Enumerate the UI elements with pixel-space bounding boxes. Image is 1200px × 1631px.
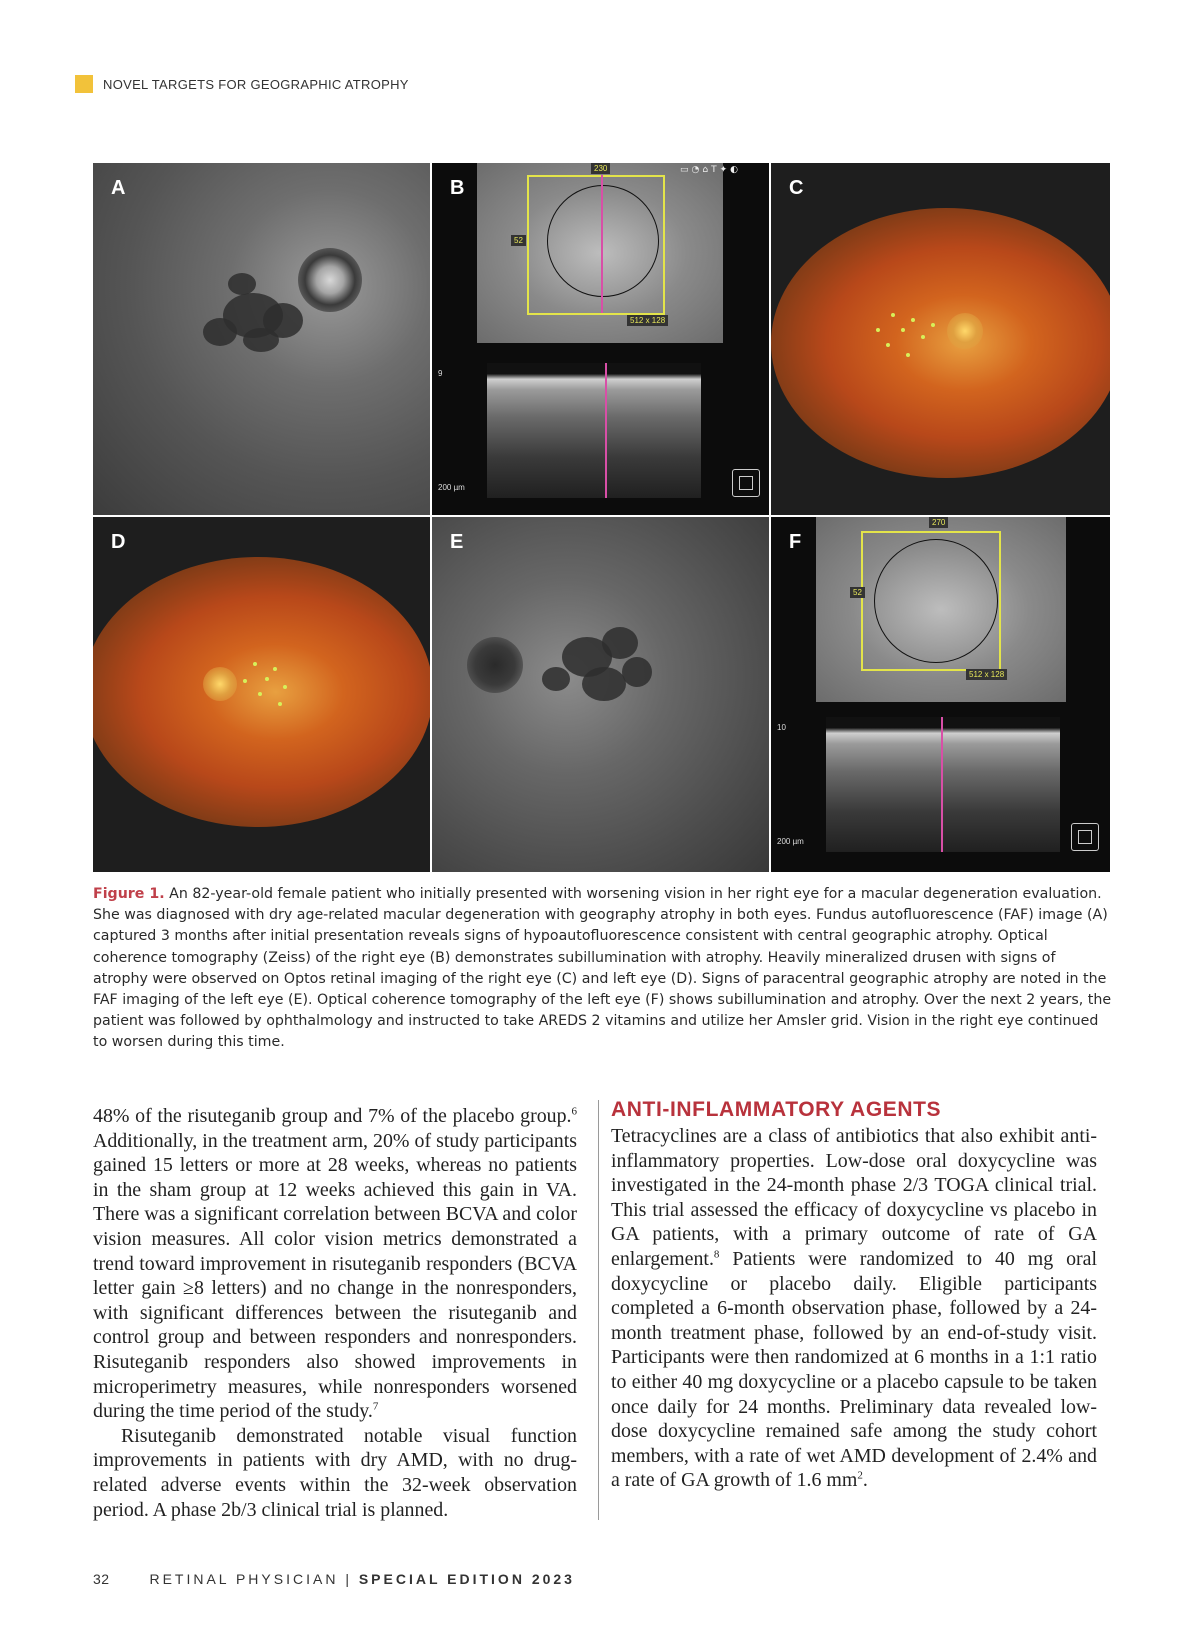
left-column: [93, 1104, 577, 1522]
oct-bscan: [826, 717, 1060, 852]
panel-d-optos-left-eye: [93, 517, 430, 872]
optic-disc: [947, 313, 983, 349]
drusen: [921, 335, 925, 339]
drusen: [253, 662, 257, 666]
journal-name: RETINAL PHYSICIAN |: [149, 1571, 359, 1587]
panel-c-optos-right-eye: [771, 163, 1110, 515]
image-toolbar: ▭◔⌂T✦◐: [680, 165, 741, 175]
panel-letter: E: [450, 531, 464, 553]
oct-signal-tag: 9: [438, 369, 443, 378]
section-heading: ANTI-INFLAMMATORY AGENTS: [611, 1098, 942, 1121]
panel-b-oct-right-eye: [432, 163, 769, 515]
edition-label: SPECIAL EDITION 2023: [358, 1571, 575, 1587]
panel-letter: A: [111, 177, 126, 199]
drusen: [243, 679, 247, 683]
paragraph-text: 48% of the risuteganib group and 7% of the placebo group.: [93, 1105, 572, 1127]
scan-circle: [547, 185, 659, 297]
panel-letter: F: [789, 531, 802, 553]
paragraph-text: Patients were randomized to 40 mg oral doxycycline or placebo daily. Eligible participants completed a 6-month observation phase, followed by a 24-month treatment phase, followed by an end-of-study visit. Participants were then randomized at 6 months in a 1:1 ratio to either 40 mg doxycycline or a placebo capsule to be taken once daily for 24 months. Preliminary data revealed low-dose doxycycline remained safe among the study cohort members, with a rate of wet AMD development of 2.4% and a rate of GA growth of 1.6 mm: [611, 1247, 1097, 1492]
reference-superscript: 7: [372, 1400, 379, 1413]
scale-bar-label: 200 µm: [777, 837, 804, 846]
paragraph: [93, 1104, 577, 1424]
caption-label: Figure 1.: [93, 886, 165, 902]
fundus-photo: [771, 208, 1110, 478]
view-toggle-icon: [732, 469, 760, 497]
side-tag: 52: [511, 235, 526, 246]
figure-1: [93, 163, 1110, 872]
scan-circle: [874, 539, 998, 663]
oct-signal-tag: 10: [777, 723, 786, 732]
drusen: [886, 343, 890, 347]
paragraph-text: Tetracyclines are a class of antibiotics that also exhibit anti-inflammatory properties. Low-dose oral doxycycline was investigated in the 24-month phase 2/3 TOGA clinical trial. This trial assessed the efficacy of doxycycline vs placebo in GA patients, with a primary outcome of rate of GA enlargement.: [611, 1125, 1097, 1270]
drusen: [278, 702, 282, 706]
drusen: [931, 323, 935, 327]
dims-tag: 512 x 128: [966, 669, 1007, 680]
reference-superscript: 8: [713, 1248, 720, 1261]
page-footer: [93, 1571, 575, 1587]
scale-bar-label: 200 µm: [438, 483, 465, 492]
view-toggle-icon: [1071, 823, 1099, 851]
drusen: [901, 328, 905, 332]
panel-letter: B: [450, 177, 465, 199]
atrophy-lesion: [602, 627, 638, 659]
optic-disc: [298, 248, 362, 312]
paragraph-text: .: [862, 1469, 868, 1492]
panel-letter: D: [111, 531, 126, 553]
right-column: [611, 1098, 1097, 1493]
paragraph: Risuteganib demonstrated notable visual function improvements in patients with dry AMD, with no drug-related adverse events within the 32-week observation period. A phase 2b/3 clinical trial is planned.: [93, 1424, 577, 1521]
paragraph: [611, 1124, 1097, 1493]
optic-disc: [467, 637, 523, 693]
drusen: [273, 667, 277, 671]
panel-e-faf-left-eye: [432, 517, 769, 872]
page-number: 32: [93, 1571, 110, 1587]
top-tag: 270: [929, 517, 948, 528]
atrophy-lesion: [243, 328, 279, 352]
drusen: [891, 313, 895, 317]
oct-en-face-image: [477, 163, 723, 343]
oct-en-face-image: [816, 517, 1066, 702]
drusen: [258, 692, 262, 696]
panel-a-faf-right-eye: [93, 163, 430, 515]
panel-letter: C: [789, 177, 804, 199]
running-title: NOVEL TARGETS FOR GEOGRAPHIC ATROPHY: [103, 76, 409, 92]
drusen: [911, 318, 915, 322]
panel-f-oct-left-eye: [771, 517, 1110, 872]
scan-line: [941, 717, 943, 852]
optic-disc: [203, 667, 237, 701]
atrophy-lesion: [228, 273, 256, 295]
running-header: [75, 74, 409, 94]
paragraph-text: Additionally, in the treatment arm, 20% of study participants gained 15 letters or more at 28 weeks, whereas no patients in the sham group at 12 weeks achieved this gain in VA. There was a significant correlation between BCVA and color vision measures. All color vision metrics demonstrated a trend toward improvement in risuteganib responders (BCVA letter gain ≥8 letters) and no change in the nonresponders, with significant differences between the risuteganib and control group and between responders and nonresponders. Risuteganib responders also showed improvements in microperimetry measures, while nonresponders worsened during the time period of the study.: [93, 1129, 577, 1423]
scan-line: [605, 363, 607, 498]
reference-superscript: 6: [571, 1105, 577, 1118]
atrophy-lesion: [582, 667, 626, 701]
side-tag: 52: [850, 587, 865, 598]
figure-caption: [93, 884, 1113, 1054]
atrophy-lesion: [622, 657, 652, 687]
top-tag: 230: [591, 163, 610, 174]
column-divider: [598, 1100, 599, 1520]
scan-line: [601, 175, 603, 313]
oct-bscan: [487, 363, 701, 498]
header-accent-square: [75, 75, 93, 93]
atrophy-lesion: [203, 318, 237, 346]
unit-superscript: 2: [857, 1469, 863, 1482]
drusen: [876, 328, 880, 332]
atrophy-lesion: [542, 667, 570, 691]
drusen: [283, 685, 287, 689]
drusen: [265, 677, 269, 681]
dims-tag: 512 x 128: [627, 315, 668, 326]
caption-text: An 82-year-old female patient who initially presented with worsening vision in her right eye for a macular degeneration evaluation. She was diagnosed with dry age-related macular degeneration with geography atrophy in both eyes. Fundus autofluorescence (FAF) image (A) captured 3 months after initial presentation reveals signs of hypoautofluorescence consistent with central geographic atrophy. Optical coherence tomography (Zeiss) of the right eye (B) demonstrates subillumination with atrophy. Heavily mineralized drusen with signs of atrophy were observed on Optos retinal imaging of the right eye (C) and left eye (D). Signs of paracentral geographic atrophy are noted in the FAF imaging of the left eye (E). Optical coherence tomography of the left eye (F) shows subillumination and atrophy. Over the next 2 years, the patient was followed by ophthalmology and instructed to take AREDS 2 vitamins and utilize her Amsler grid. Vision in the right eye continued to worsen during this time.: [93, 886, 1112, 1051]
drusen: [906, 353, 910, 357]
